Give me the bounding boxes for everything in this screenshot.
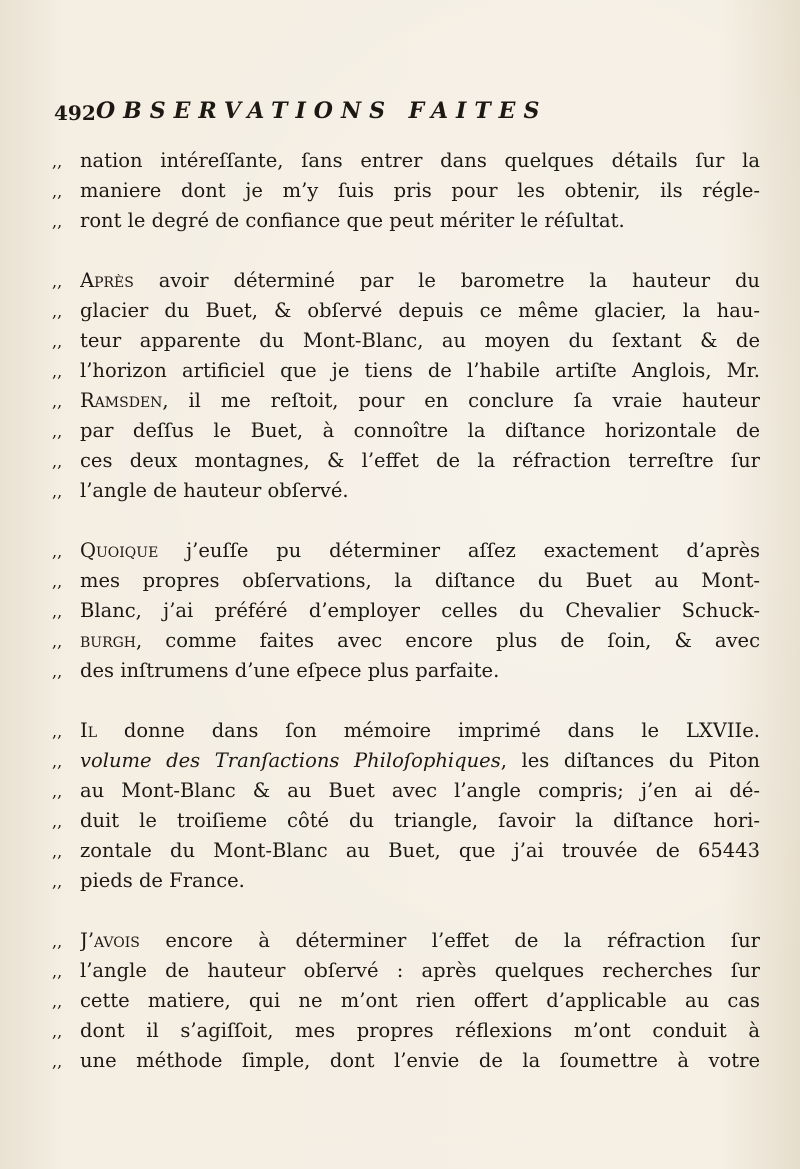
quotation-mark: ,,	[52, 542, 63, 561]
small-caps-lead: Il	[80, 719, 97, 742]
line-body: , il me reſtoit, pour en conclure ſa vraie hauteur	[162, 389, 760, 412]
quotation-mark: ,,	[52, 932, 63, 951]
quotation-mark: ,,	[52, 452, 63, 471]
line-text	[80, 296, 760, 326]
line-body: glacier du Buet, & obſervé depuis ce même glacier, la hau-	[80, 299, 760, 322]
line-text	[80, 1016, 760, 1046]
line-text	[80, 266, 760, 296]
quotation-mark: ,,	[52, 632, 63, 651]
small-caps-lead: Ramsden	[80, 389, 163, 412]
italic-title: volume des Tranſactions Philoſophiques	[80, 749, 501, 772]
line-body: ront le degré de confiance que peut mériter le réſultat.	[80, 209, 625, 232]
text-line	[48, 536, 760, 566]
line-text	[80, 806, 760, 836]
quotation-mark: ,,	[52, 272, 63, 291]
paragraph	[48, 716, 760, 896]
line-text	[80, 656, 760, 686]
line-text	[80, 716, 760, 746]
line-text	[80, 836, 760, 866]
line-text	[80, 926, 760, 956]
quotation-mark: ,,	[52, 572, 63, 591]
quotation-mark: ,,	[52, 992, 63, 1011]
text-line	[48, 416, 760, 446]
quotation-mark: ,,	[52, 182, 63, 201]
line-text	[80, 176, 760, 206]
line-body: au Mont-Blanc & au Buet avec l’angle compris; j’en ai dé-	[80, 779, 760, 802]
line-body: maniere dont je m’y ſuis pris pour les obtenir, ils régle-	[80, 179, 760, 202]
line-body: donne dans ſon mémoire imprimé dans le LXVIIe.	[97, 719, 760, 742]
text-line	[48, 296, 760, 326]
text-line	[48, 596, 760, 626]
text-line	[48, 956, 760, 986]
quotation-mark: ,,	[52, 872, 63, 891]
line-body: zontale du Mont-Blanc au Buet, que j’ai trouvée de 65443	[80, 839, 760, 862]
small-caps-lead: burgh	[80, 629, 137, 652]
line-text	[80, 146, 760, 176]
line-text	[80, 866, 760, 896]
line-body: teur apparente du Mont-Blanc, au moyen du ſextant & de	[80, 329, 760, 352]
running-title: OBSERVATIONS FAITES	[96, 98, 548, 124]
quotation-mark: ,,	[52, 1052, 63, 1071]
line-body: avoir déterminé par le barometre la hauteur du	[133, 269, 760, 292]
quotation-mark: ,,	[52, 752, 63, 771]
quotation-mark: ,,	[52, 812, 63, 831]
text-line	[48, 776, 760, 806]
quotation-mark: ,,	[52, 392, 63, 411]
line-text	[80, 566, 760, 596]
line-body: nation intéreſſante, ſans entrer dans quelques détails ſur la	[80, 149, 760, 172]
paragraph	[48, 536, 760, 686]
text-line	[48, 836, 760, 866]
text-line	[48, 266, 760, 296]
line-body: duit le troiſieme côté du triangle, ſavoir la diſtance hori-	[80, 809, 760, 832]
quotation-mark: ,,	[52, 152, 63, 171]
line-body: des inſtrumens d’une eſpece plus parfaite.	[80, 659, 500, 682]
line-text	[80, 1046, 760, 1076]
page-header	[54, 98, 754, 134]
text-line	[48, 716, 760, 746]
line-body: une méthode ſimple, dont l’envie de la ſoumettre à votre	[80, 1049, 760, 1072]
line-text	[80, 416, 760, 446]
line-text	[80, 446, 760, 476]
line-text	[80, 986, 760, 1016]
text-line	[48, 806, 760, 836]
paragraph	[48, 146, 760, 236]
quotation-mark: ,,	[52, 362, 63, 381]
text-line	[48, 326, 760, 356]
line-text	[80, 956, 760, 986]
text-line	[48, 356, 760, 386]
quotation-mark: ,,	[52, 332, 63, 351]
line-body: , les diſtances du Piton	[500, 749, 760, 772]
line-text	[80, 356, 760, 386]
small-caps-lead: Après	[80, 269, 134, 292]
line-body: pieds de France.	[80, 869, 245, 892]
paragraph	[48, 926, 760, 1076]
line-body: l’horizon artificiel que je tiens de l’habile artiſte Anglois, Mr.	[80, 359, 760, 382]
line-body: l’angle de hauteur obſervé.	[80, 479, 349, 502]
text-line	[48, 866, 760, 896]
text-line	[48, 1016, 760, 1046]
quotation-mark: ,,	[52, 962, 63, 981]
text-line	[48, 446, 760, 476]
line-body: encore à déterminer l’effet de la réfraction ſur	[139, 929, 760, 952]
line-body: j’euſſe pu déterminer aſſez exactement d’après	[158, 539, 760, 562]
line-text	[80, 596, 760, 626]
line-body: par deſſus le Buet, à connoître la diſtance horizontale de	[80, 419, 760, 442]
line-body: mes propres obſervations, la diſtance du Buet au Mont-	[80, 569, 760, 592]
quotation-mark: ,,	[52, 782, 63, 801]
text-line	[48, 626, 760, 656]
quotation-mark: ,,	[52, 602, 63, 621]
quotation-mark: ,,	[52, 422, 63, 441]
text-line	[48, 926, 760, 956]
line-text	[80, 746, 760, 776]
small-caps-lead: Quoique	[80, 539, 159, 562]
line-text	[80, 536, 760, 566]
text-line	[48, 476, 760, 506]
line-text	[80, 776, 760, 806]
text-line	[48, 656, 760, 686]
text-line	[48, 206, 760, 236]
small-caps-lead: J’avois	[80, 929, 140, 952]
quotation-mark: ,,	[52, 662, 63, 681]
quotation-mark: ,,	[52, 1022, 63, 1041]
quotation-mark: ,,	[52, 722, 63, 741]
line-text	[80, 326, 760, 356]
line-body: cette matiere, qui ne m’ont rien offert d’applicable au cas	[80, 989, 760, 1012]
quotation-mark: ,,	[52, 302, 63, 321]
line-body: Blanc, j’ai préféré d’employer celles du Chevalier Schuck-	[80, 599, 760, 622]
line-body: ces deux montagnes, & l’effet de la réfraction terreſtre ſur	[80, 449, 760, 472]
text-line	[48, 566, 760, 596]
text-line	[48, 386, 760, 416]
line-text	[80, 206, 760, 236]
line-body: , comme faites avec encore plus de ſoin, & avec	[136, 629, 760, 652]
line-text	[80, 386, 760, 416]
quotation-mark: ,,	[52, 212, 63, 231]
text-line	[48, 1046, 760, 1076]
quotation-mark: ,,	[52, 842, 63, 861]
page-number: 492	[54, 101, 96, 125]
line-body: l’angle de hauteur obſervé : après quelques recherches ſur	[80, 959, 760, 982]
text-line	[48, 986, 760, 1016]
body-text	[48, 146, 760, 1106]
line-text	[80, 626, 760, 656]
paragraph	[48, 266, 760, 506]
quotation-mark: ,,	[52, 482, 63, 501]
text-line	[48, 176, 760, 206]
line-body: dont il s’agiſſoit, mes propres réflexions m’ont conduit à	[80, 1019, 760, 1042]
text-line	[48, 146, 760, 176]
text-line	[48, 746, 760, 776]
line-text	[80, 476, 760, 506]
